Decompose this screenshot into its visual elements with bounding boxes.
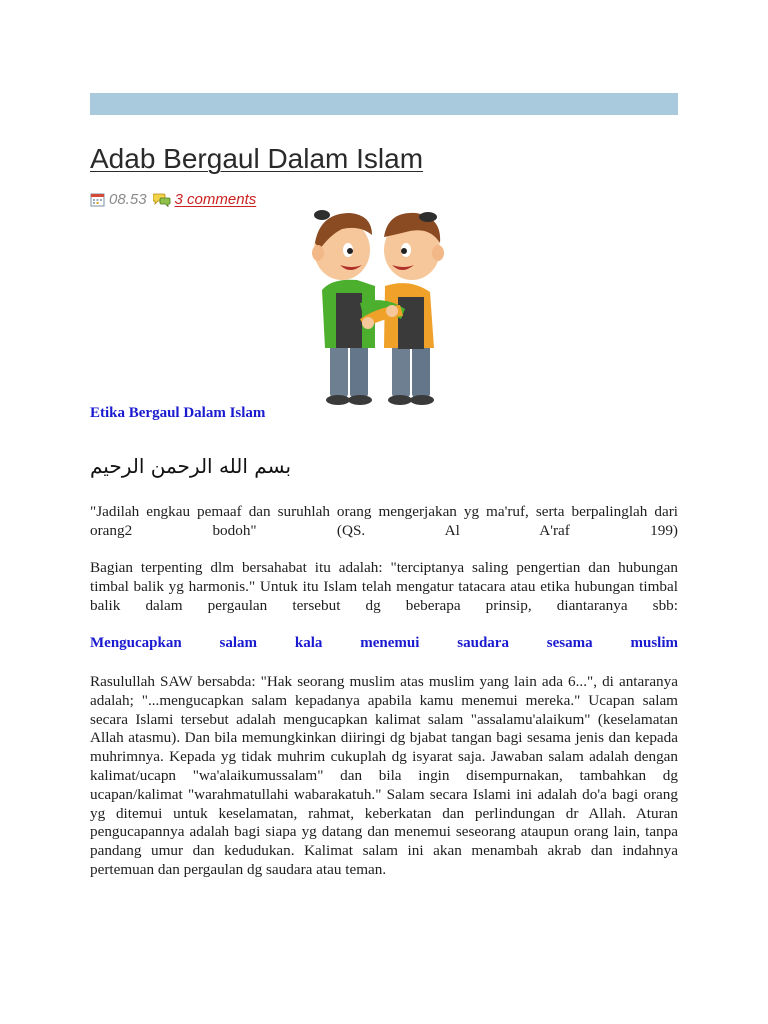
calendar-icon xyxy=(90,192,105,207)
post-title[interactable]: Adab Bergaul Dalam Islam xyxy=(90,143,424,174)
section-heading-salam: Mengucapkan salam kala menemui saudara sesama muslim xyxy=(90,635,678,651)
header-bar xyxy=(90,93,678,115)
two-boys-hugging-illustration xyxy=(300,205,460,410)
section-subtitle: Etika Bergaul Dalam Islam xyxy=(90,405,266,421)
intro-paragraph: Bagian terpenting dlm bersahabat itu adalah: "terciptanya saling pengertian dan hubungan timbal balik yg harmonis." Untuk itu Islam telah mengatur tatacara atau etika hubungan timbal balik dalam pergaulan tersebut dg beberapa prinsip, diantaranya sbb: xyxy=(90,559,678,614)
quote-paragraph: "Jadilah engkau pemaaf dan suruhlah orang mengerjakan yg ma'ruf, serta berpalinglah dari orang2 bodoh" (QS. Al A'raf 199) xyxy=(90,503,678,539)
post-meta xyxy=(90,189,256,209)
salam-paragraph: Rasulullah SAW bersabda: "Hak seorang muslim atas muslim yang lain ada 6...", di antaranya adalah; "...mengucapkan salam kepadanya apabila kamu menemui mereka." Ucapan salam secara Islami tersebut adalah mengucapkan kalimat salam "assalamu'alaikum" (keselamatan Allah atasmu). Dan bila memungkinkan diiringi dg bjabat tangan bagi sesama jenis dan kepada muhrimnya. Kepada yg tidak muhrim cukuplah dg isyarat saja. Jawaban salam adalah dengan kalimat/ucapn "wa'alaikumussalam" dan bila ingin disempurnakan, tambahkan dg ucapan/kalimat "warahmatullahi wabarakatuh." Salam secara Islami ini adalah do'a bagi orang yg ditemui untuk keselamatan, rahmat, keberkatan dan perlindungan dr Allah. Aturan pengucapannya adalah bagi siapa yg datang dan menemui seseorang ataupun orang lain, tanpa pandang umur dan kedudukan. Kalimat salam ini akan menambah akrab dan indahnya pertemuan dan pergaulan dg saudara atau teman. xyxy=(90,673,678,878)
post-time: 08.53 xyxy=(109,190,147,208)
basmalah-text: بسم الله الرحمن الرحيم xyxy=(90,454,292,478)
comments-link[interactable]: 3 comments xyxy=(174,190,257,208)
speech-bubbles-icon xyxy=(153,192,171,207)
